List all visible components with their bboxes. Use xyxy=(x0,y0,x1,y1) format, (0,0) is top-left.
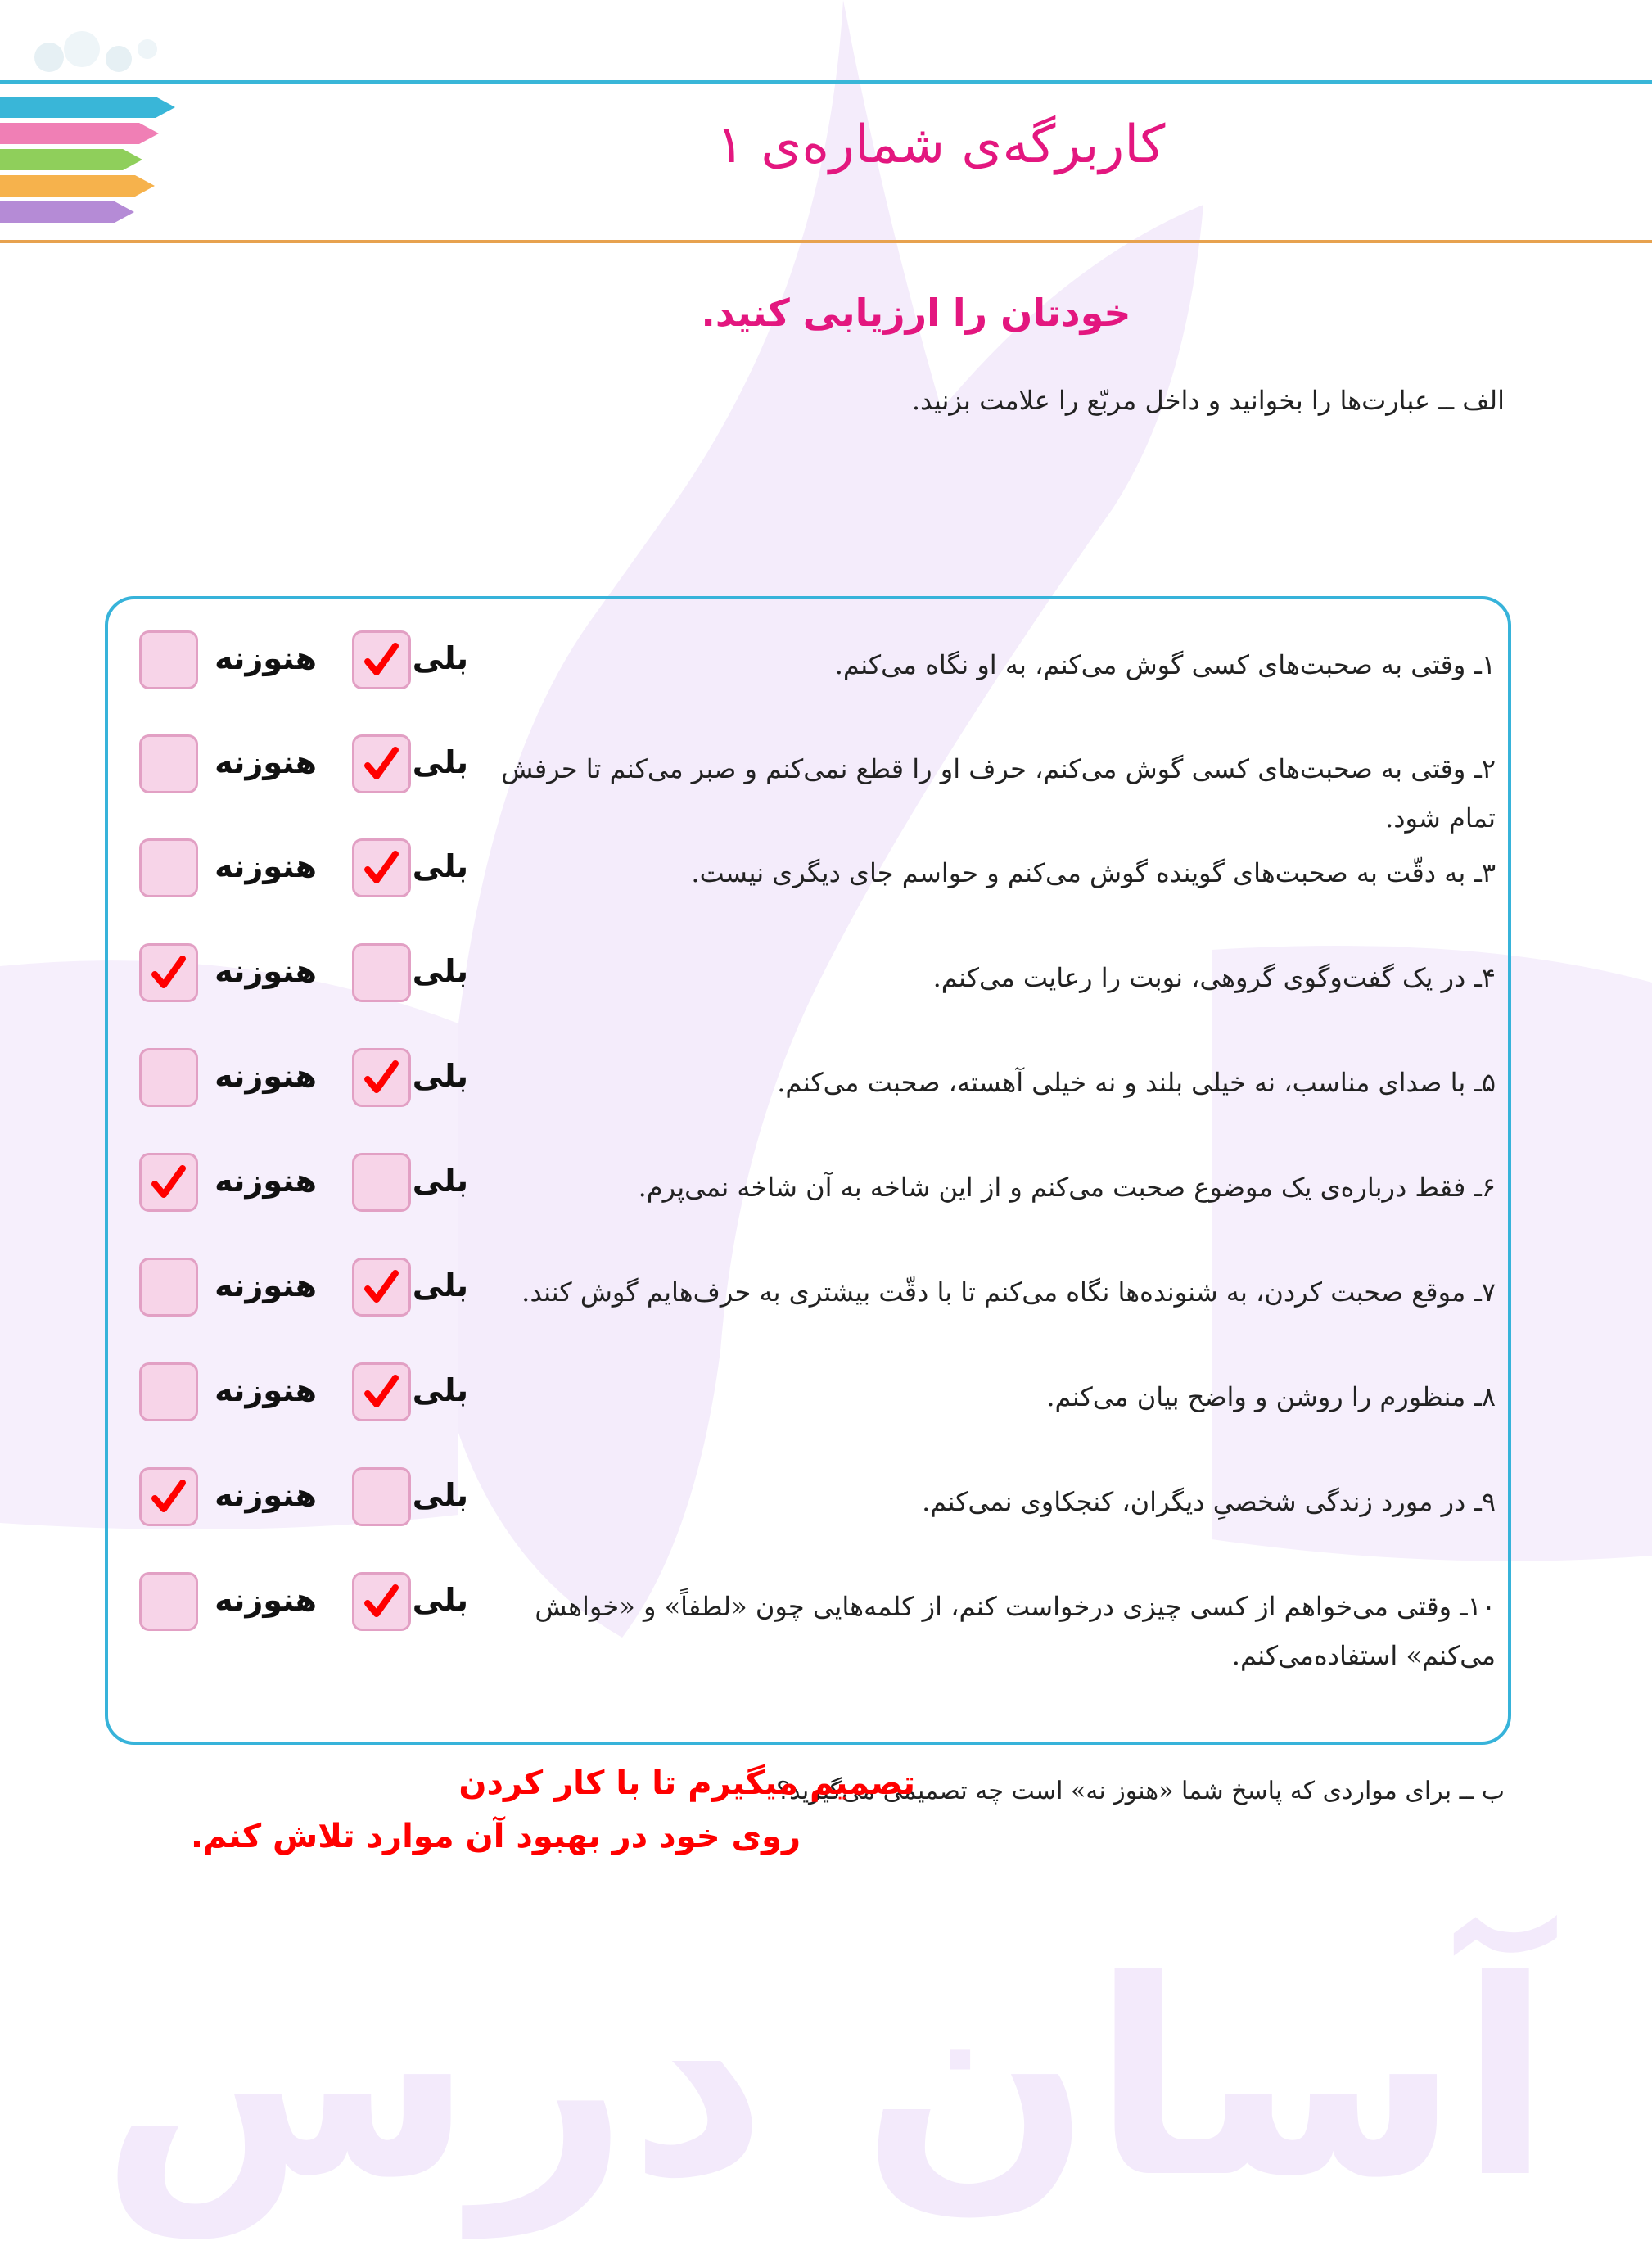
not-yet-checkbox[interactable] xyxy=(139,1048,198,1107)
not-yet-checkbox[interactable] xyxy=(139,838,198,897)
yes-checkbox[interactable] xyxy=(352,943,411,1002)
not-yet-label: هنوزنه xyxy=(214,1058,317,1094)
flower-decoration xyxy=(16,25,180,82)
checklist-item xyxy=(108,1033,1508,1123)
checklist-item-text: ۵ـ با صدای مناسب، نه خیلی بلند و نه خیلی آهسته، صحبت می‌کنم. xyxy=(777,1067,1496,1098)
checklist-item xyxy=(108,1348,1508,1438)
checklist-item-text: ۲ـ وقتی به صحبت‌های کسی گوش می‌کنم، حرف او را قطع نمی‌کنم و صبر می‌کنم تا حرفش تمام شود. xyxy=(501,753,1496,834)
not-yet-checkbox[interactable] xyxy=(139,1467,198,1526)
yes-label: بلی xyxy=(412,848,468,884)
not-yet-label: هنوزنه xyxy=(214,640,317,676)
checkmark-icon xyxy=(361,1581,402,1622)
not-yet-label: هنوزنه xyxy=(214,1582,317,1618)
header-rule-top xyxy=(0,80,1652,84)
checklist-item xyxy=(108,824,1508,914)
checkmark-icon xyxy=(361,847,402,888)
checkmark-icon xyxy=(361,1371,402,1412)
not-yet-label: هنوزنه xyxy=(214,1163,317,1199)
yes-label: بلی xyxy=(412,1058,468,1094)
checkmark-icon xyxy=(361,1057,402,1098)
not-yet-checkbox[interactable] xyxy=(139,1258,198,1317)
yes-checkbox[interactable] xyxy=(352,630,411,689)
yes-label: بلی xyxy=(412,1477,468,1513)
checkmark-icon xyxy=(148,1476,189,1517)
checkmark-icon xyxy=(361,743,402,784)
yes-label: بلی xyxy=(412,640,468,676)
watermark-text: آسان درس xyxy=(100,1922,1552,2237)
checklist-item-text: ۳ـ به دقّت به صحبت‌های گوینده گوش می‌کنم و حواسم جای دیگری نیست. xyxy=(691,857,1496,888)
yes-label: بلی xyxy=(412,1582,468,1618)
checklist-item-text: ۹ـ در مورد زندگی شخصیِ دیگران، کنجکاوی نمی‌کنم. xyxy=(922,1486,1496,1517)
yes-checkbox[interactable] xyxy=(352,1362,411,1421)
checklist-item xyxy=(108,616,1508,706)
not-yet-checkbox[interactable] xyxy=(139,1572,198,1631)
checklist-box xyxy=(105,596,1511,1745)
yes-label: بلی xyxy=(412,1267,468,1303)
checklist-item xyxy=(108,1453,1508,1543)
yes-checkbox[interactable] xyxy=(352,1153,411,1212)
checkmark-icon xyxy=(148,1162,189,1203)
checklist-item xyxy=(108,1138,1508,1228)
followup-answer-line2: روی خود در بهبود آن موارد تلاش کنم. xyxy=(190,1818,801,1855)
checkmark-icon xyxy=(361,1267,402,1308)
checklist-item xyxy=(108,1243,1508,1333)
yes-checkbox[interactable] xyxy=(352,734,411,793)
not-yet-checkbox[interactable] xyxy=(139,630,198,689)
followup-answer-line1: تصمیم میگیرم تا با کار کردن xyxy=(458,1764,915,1802)
yes-checkbox[interactable] xyxy=(352,1572,411,1631)
yes-checkbox[interactable] xyxy=(352,1467,411,1526)
checklist-item xyxy=(108,928,1508,1019)
checklist-item-text: ۸ـ منظورم را روشن و واضح بیان می‌کنم. xyxy=(1046,1381,1496,1412)
followup-question: ب ــ برای مواردی که پاسخ شما «هنوز نه» است چه تصمیمی می‌گیرید؟ xyxy=(776,1777,1505,1805)
yes-label: بلی xyxy=(412,953,468,989)
header-rule-bottom xyxy=(0,240,1652,243)
not-yet-label: هنوزنه xyxy=(214,848,317,884)
not-yet-checkbox[interactable] xyxy=(139,734,198,793)
checkmark-icon xyxy=(361,639,402,680)
checklist-item-text: ۱ـ وقتی به صحبت‌های کسی گوش می‌کنم، به او نگاه می‌کنم. xyxy=(834,649,1496,680)
checklist-item-text: ۷ـ موقع صحبت کردن، به شنونده‌ها نگاه می‌کنم تا با دقّت بیشتری به حرف‌هایم گوش کنند. xyxy=(521,1276,1496,1308)
checklist-item-text: ۶ـ فقط درباره‌ی یک موضوع صحبت می‌کنم و از این شاخه به آن شاخه نمی‌پرم. xyxy=(638,1172,1496,1203)
not-yet-label: هنوزنه xyxy=(214,744,317,780)
not-yet-label: هنوزنه xyxy=(214,1477,317,1513)
not-yet-label: هنوزنه xyxy=(214,1372,317,1408)
yes-label: بلی xyxy=(412,1163,468,1199)
checklist-item xyxy=(108,720,1508,834)
checklist-item xyxy=(108,1557,1508,1671)
instruction-text: الف ــ عبارت‌ها را بخوانید و داخل مربّع را علامت بزنید. xyxy=(911,385,1505,416)
yes-checkbox[interactable] xyxy=(352,1048,411,1107)
page-title: کاربرگه‌ی شماره‌ی ۱ xyxy=(715,115,1166,175)
checklist-item-text: ۴ـ در یک گفت‌وگوی گروهی، نوبت را رعایت می‌کنم. xyxy=(932,962,1496,993)
not-yet-checkbox[interactable] xyxy=(139,1153,198,1212)
not-yet-checkbox[interactable] xyxy=(139,1362,198,1421)
checkmark-icon xyxy=(148,952,189,993)
section-title: خودتان را ارزیابی کنید. xyxy=(701,291,1131,335)
yes-label: بلی xyxy=(412,744,468,780)
not-yet-label: هنوزنه xyxy=(214,1267,317,1303)
yes-label: بلی xyxy=(412,1372,468,1408)
not-yet-label: هنوزنه xyxy=(214,953,317,989)
checklist-item-text: ۱۰ـ وقتی می‌خواهم از کسی چیزی درخواست کنم، از کلمه‌هایی چون «لطفاً» و «خواهش می‌کنم» استفاده‌می‌کنم. xyxy=(535,1591,1496,1671)
not-yet-checkbox[interactable] xyxy=(139,943,198,1002)
yes-checkbox[interactable] xyxy=(352,838,411,897)
yes-checkbox[interactable] xyxy=(352,1258,411,1317)
